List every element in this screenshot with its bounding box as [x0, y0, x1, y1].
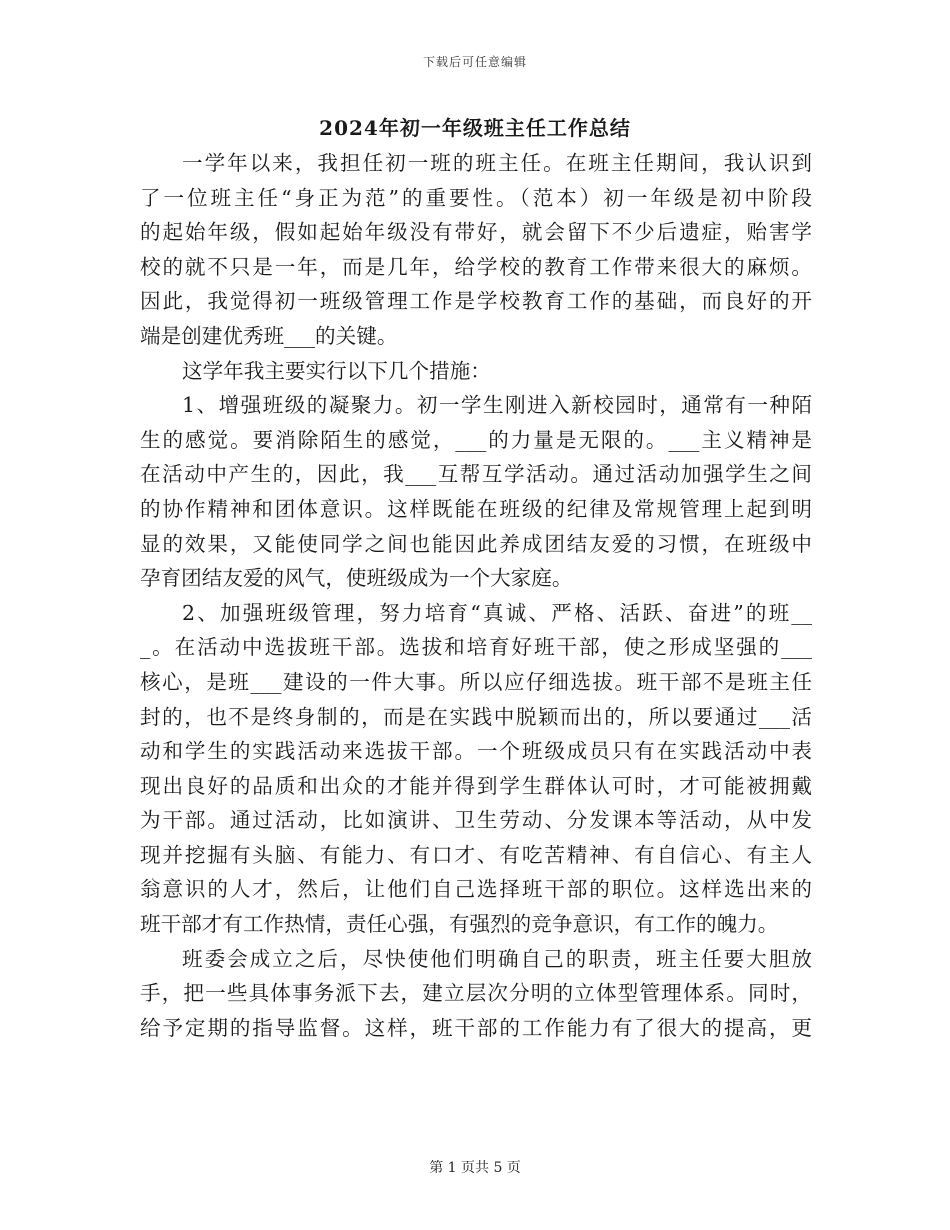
text-line: 端是创建优秀班___的关键。	[140, 323, 398, 348]
text-line: 现出良好的品质和出众的才能并得到学生群体认可时，才可能被拥戴	[140, 773, 812, 798]
text-line: 为干部。通过活动，比如演讲、卫生劳动、分发课本等活动，从中发	[140, 808, 812, 833]
text-line: 动和学生的实践活动来选拔干部。一个班级成员只有在实践活动中表	[140, 739, 812, 764]
text-line: 核心，是班___建设的一件大事。所以应仔细选拔。班干部不是班主任	[140, 669, 812, 694]
text-line: 因此，我觉得初一班级管理工作是学校教育工作的基础，而良好的开	[140, 289, 812, 314]
text-line: _。在活动中选拔班干部。选拔和培育好班干部，使之形成坚强的___	[140, 635, 812, 660]
text-line: 2、加强班级管理，努力培育“真诚、严格、活跃、奋进”的班__	[182, 600, 812, 625]
text-line: 的协作精神和团体意识。这样既能在班级的纪律及常规管理上起到明	[140, 496, 812, 521]
text-line: 孕育团结友爱的风气，使班级成为一个大家庭。	[140, 566, 573, 591]
text-line: 显的效果，又能使同学之间也能因此养成团结友爱的习惯，在班级中	[140, 531, 812, 556]
document-title: 2024年初一年级班主任工作总结	[319, 116, 631, 140]
document-body	[140, 148, 812, 1047]
text-line: 在活动中产生的，因此，我___互帮互学活动。通过活动加强学生之间	[140, 462, 812, 487]
text-line: 生的感觉。要消除陌生的感觉，___的力量是无限的。___主义精神是	[140, 427, 812, 452]
text-line: 封的，也不是终身制的，而是在实践中脱颖而出的，所以要通过___活	[140, 704, 812, 729]
text-line: 现并挖掘有头脑、有能力、有口才、有吃苦精神、有自信心、有主人	[140, 842, 812, 867]
text-line: 校的就不只是一年，而是几年，给学校的教育工作带来很大的麻烦。	[140, 254, 812, 279]
page-number: 第 1 页共 5 页	[429, 1160, 521, 1176]
text-line: 班干部才有工作热情，责任心强，有强烈的竞争意识，有工作的魄力。	[140, 912, 779, 937]
text-line: 这学年我主要实行以下几个措施：	[182, 358, 491, 383]
text-line: 手，把一些具体事务派下去，建立层次分明的立体型管理体系。同时，	[140, 981, 812, 1006]
text-line: 1、增强班级的凝聚力。初一学生刚进入新校园时，通常有一种陌	[182, 393, 812, 418]
text-line: 的起始年级，假如起始年级没有带好，就会留下不少后遗症，贻害学	[140, 220, 812, 245]
text-line: 班委会成立之后，尽快使他们明确自己的职责，班主任要大胆放	[182, 946, 812, 971]
text-line: 翁意识的人才，然后，让他们自己选择班干部的职位。这样选出来的	[140, 877, 812, 902]
text-line: 给予定期的指导监督。这样，班干部的工作能力有了很大的提高，更	[140, 1015, 812, 1040]
text-line: 了一位班主任“身正为范”的重要性。（范本）初一年级是初中阶段	[140, 185, 812, 210]
page-header-note: 下载后可任意编辑	[422, 55, 527, 69]
text-line: 一学年以来，我担任初一班的班主任。在班主任期间，我认识到	[182, 151, 812, 175]
